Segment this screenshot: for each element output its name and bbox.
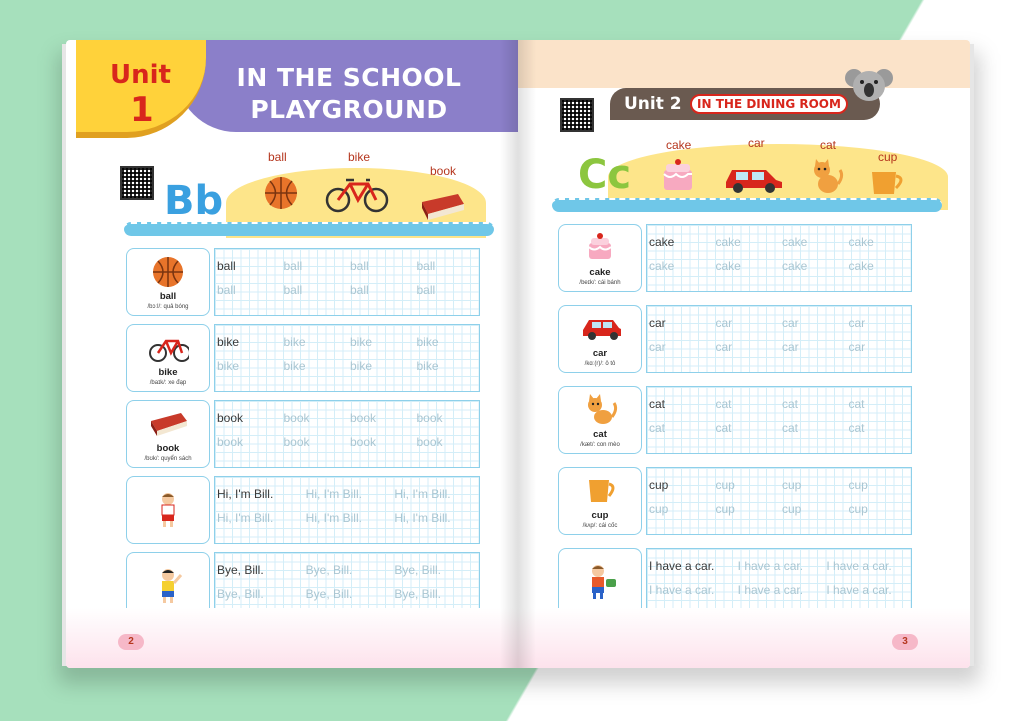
car-icon (722, 162, 786, 194)
unit2-label-text: Unit (624, 94, 664, 114)
practice-row (126, 248, 480, 316)
banner-word-book: book (430, 164, 457, 178)
trace-text: bike (217, 359, 240, 373)
picture-ipa: /kæt/: con mèo (580, 442, 620, 448)
banner-road (552, 198, 942, 212)
trace-text: car (782, 340, 799, 354)
banner-word-car: car (748, 136, 765, 150)
trace-text: cat (715, 397, 732, 411)
trace-text: cake (715, 235, 741, 249)
banner-word-bike: bike (348, 150, 371, 164)
writing-grid[interactable] (646, 224, 912, 292)
trace-text: I have a car. (826, 583, 892, 597)
picture-word: cat (593, 429, 607, 440)
trace-text: Bye, Bill. (305, 587, 353, 601)
practice-row (558, 224, 912, 292)
practice-row (558, 386, 912, 454)
left-page (66, 40, 518, 668)
trace-text: ball (416, 259, 436, 273)
cup-icon (868, 168, 908, 198)
trace-text: bike (283, 359, 306, 373)
model-text: cup (649, 478, 669, 492)
trace-text: book (283, 411, 310, 425)
picture-word: ball (159, 291, 177, 302)
writing-grid[interactable] (214, 476, 480, 544)
unit1-title (234, 62, 464, 126)
page-number: 3 (892, 634, 918, 650)
trace-text: cup (782, 478, 802, 492)
model-text: Bye, Bill. (217, 563, 264, 577)
letter-Cc: Cc (578, 152, 632, 198)
trace-text: Bye, Bill. (217, 587, 264, 601)
trace-text: Hi, I'm Bill. (394, 487, 451, 501)
model-text: cake (649, 235, 675, 249)
unit2-number: 2 (669, 94, 682, 114)
trace-text: ball (350, 259, 369, 273)
banner-word-cat: cat (820, 138, 837, 152)
qr-code-icon[interactable] (560, 98, 594, 132)
trace-text: ball (283, 283, 303, 297)
trace-text: cup (649, 502, 669, 516)
trace-text: Bye, Bill. (394, 587, 442, 601)
trace-text: book (350, 411, 377, 425)
writing-grid[interactable] (646, 467, 912, 535)
picture-card (126, 400, 210, 468)
trace-text: cat (782, 421, 799, 435)
trace-text: car (782, 316, 799, 330)
picture-card (126, 324, 210, 392)
writing-grid[interactable] (214, 324, 480, 392)
practice-row (126, 400, 480, 468)
trace-text: car (715, 316, 733, 330)
picture-word: car (592, 348, 608, 359)
picture-word: book (156, 443, 180, 454)
trace-text: cat (848, 421, 865, 435)
banner-word-cup: cup (878, 150, 898, 164)
cat-icon (581, 391, 621, 429)
banner-word-cake: cake (666, 138, 692, 152)
page-number: 2 (118, 634, 144, 650)
cup-icon (581, 472, 621, 510)
model-text: ball (217, 259, 236, 273)
banner-road (124, 222, 494, 236)
boy-with-toy-car-icon (581, 563, 621, 601)
trace-text: ball (217, 283, 236, 297)
waving-boy-icon (149, 567, 189, 605)
book-icon (418, 190, 466, 222)
picture-card (558, 224, 642, 292)
model-text: bike (217, 335, 240, 349)
trace-text: I have a car. (649, 583, 715, 597)
trace-text: cake (848, 235, 874, 249)
trace-text: I have a car. (737, 559, 804, 573)
trace-text: book (350, 435, 377, 449)
trace-text: Hi, I'm Bill. (394, 511, 451, 525)
right-page (518, 40, 970, 668)
practice-row (558, 467, 912, 535)
writing-grid[interactable] (646, 386, 912, 454)
unit1-label: Unit (110, 60, 171, 90)
trace-text: book (283, 435, 310, 449)
unit2-label (624, 94, 682, 114)
trace-text: Hi, I'm Bill. (305, 487, 362, 501)
trace-text: book (416, 411, 443, 425)
trace-text: bike (350, 359, 373, 373)
trace-text: cat (649, 421, 666, 435)
trace-text: Hi, I'm Bill. (305, 511, 362, 525)
ball-icon (149, 253, 189, 291)
writing-grid[interactable] (646, 548, 912, 616)
picture-card (558, 548, 642, 616)
trace-text: ball (350, 283, 369, 297)
trace-text: cake (782, 235, 808, 249)
trace-text: cup (782, 502, 802, 516)
trace-text: cake (715, 259, 741, 273)
practice-row (558, 548, 912, 616)
trace-text: car (715, 340, 733, 354)
trace-text: Bye, Bill. (394, 563, 442, 577)
cat-icon (808, 158, 844, 196)
trace-text: ball (416, 283, 436, 297)
picture-card (558, 386, 642, 454)
letter-Bb: Bb (164, 178, 224, 224)
picture-ipa: /beɪk/: cái bánh (579, 280, 621, 286)
trace-text: bike (283, 335, 306, 349)
bike-icon (149, 329, 189, 367)
trace-text: cup (715, 502, 735, 516)
trace-text: cake (782, 259, 808, 273)
unit1-title-line2: PLAYGROUND (250, 95, 448, 124)
bike-icon (324, 174, 390, 214)
trace-text: Bye, Bill. (305, 563, 353, 577)
picture-word: cup (591, 510, 609, 521)
cake-icon (660, 156, 696, 194)
koala-mascot-icon (844, 64, 894, 106)
unit2-title: IN THE DINING ROOM (690, 94, 848, 114)
banner-word-ball: ball (268, 150, 287, 164)
trace-text: Hi, I'm Bill. (217, 511, 274, 525)
trace-text: cat (848, 397, 865, 411)
trace-text: cat (715, 421, 732, 435)
trace-text: car (649, 340, 666, 354)
trace-text: car (848, 340, 866, 354)
writing-grid[interactable] (214, 248, 480, 316)
qr-code-icon[interactable] (120, 166, 154, 200)
model-text: Hi, I'm Bill. (217, 487, 274, 501)
writing-grid[interactable] (214, 400, 480, 468)
trace-text: car (848, 316, 866, 330)
picture-card (126, 248, 210, 316)
trace-text: cup (848, 478, 868, 492)
picture-card (558, 467, 642, 535)
car-icon (581, 310, 621, 348)
trace-text: bike (416, 359, 439, 373)
model-text: cat (649, 397, 666, 411)
trace-text: cup (848, 502, 868, 516)
book-spine (500, 40, 536, 668)
trace-text: I have a car. (826, 559, 892, 573)
trace-text: book (217, 435, 244, 449)
book-icon (149, 405, 189, 443)
picture-word: cake (589, 267, 611, 278)
picture-card (558, 305, 642, 373)
trace-text: ball (283, 259, 303, 273)
trace-text: cup (715, 478, 735, 492)
writing-grid[interactable] (646, 305, 912, 373)
picture-word: bike (158, 367, 178, 378)
trace-text: cake (848, 259, 874, 273)
picture-card (126, 476, 210, 544)
picture-ipa: /kʌp/: cái cốc (582, 523, 618, 529)
picture-ipa: /kɑː(r)/: ô tô (584, 361, 616, 367)
trace-text: cake (649, 259, 675, 273)
picture-ipa: /bɔːl/: quả bóng (147, 304, 189, 310)
unit1-number: 1 (130, 90, 154, 130)
picture-ipa: /bʊk/: quyển sách (144, 456, 192, 462)
practice-row (126, 324, 480, 392)
cake-icon (581, 229, 621, 267)
trace-text: bike (350, 335, 373, 349)
practice-row (558, 305, 912, 373)
unit1-title-line1: IN THE SCHOOL (236, 63, 462, 92)
trace-text: cat (782, 397, 799, 411)
picture-ipa: /baɪk/: xe đạp (149, 380, 187, 386)
ball-icon (262, 174, 300, 212)
model-text: car (649, 316, 666, 330)
trace-text: bike (416, 335, 439, 349)
practice-row (126, 476, 480, 544)
trace-text: book (416, 435, 443, 449)
right-header-band (518, 40, 970, 88)
model-text: book (217, 411, 244, 425)
model-text: I have a car. (649, 559, 715, 573)
boy-icon (149, 491, 189, 529)
trace-text: I have a car. (737, 583, 804, 597)
